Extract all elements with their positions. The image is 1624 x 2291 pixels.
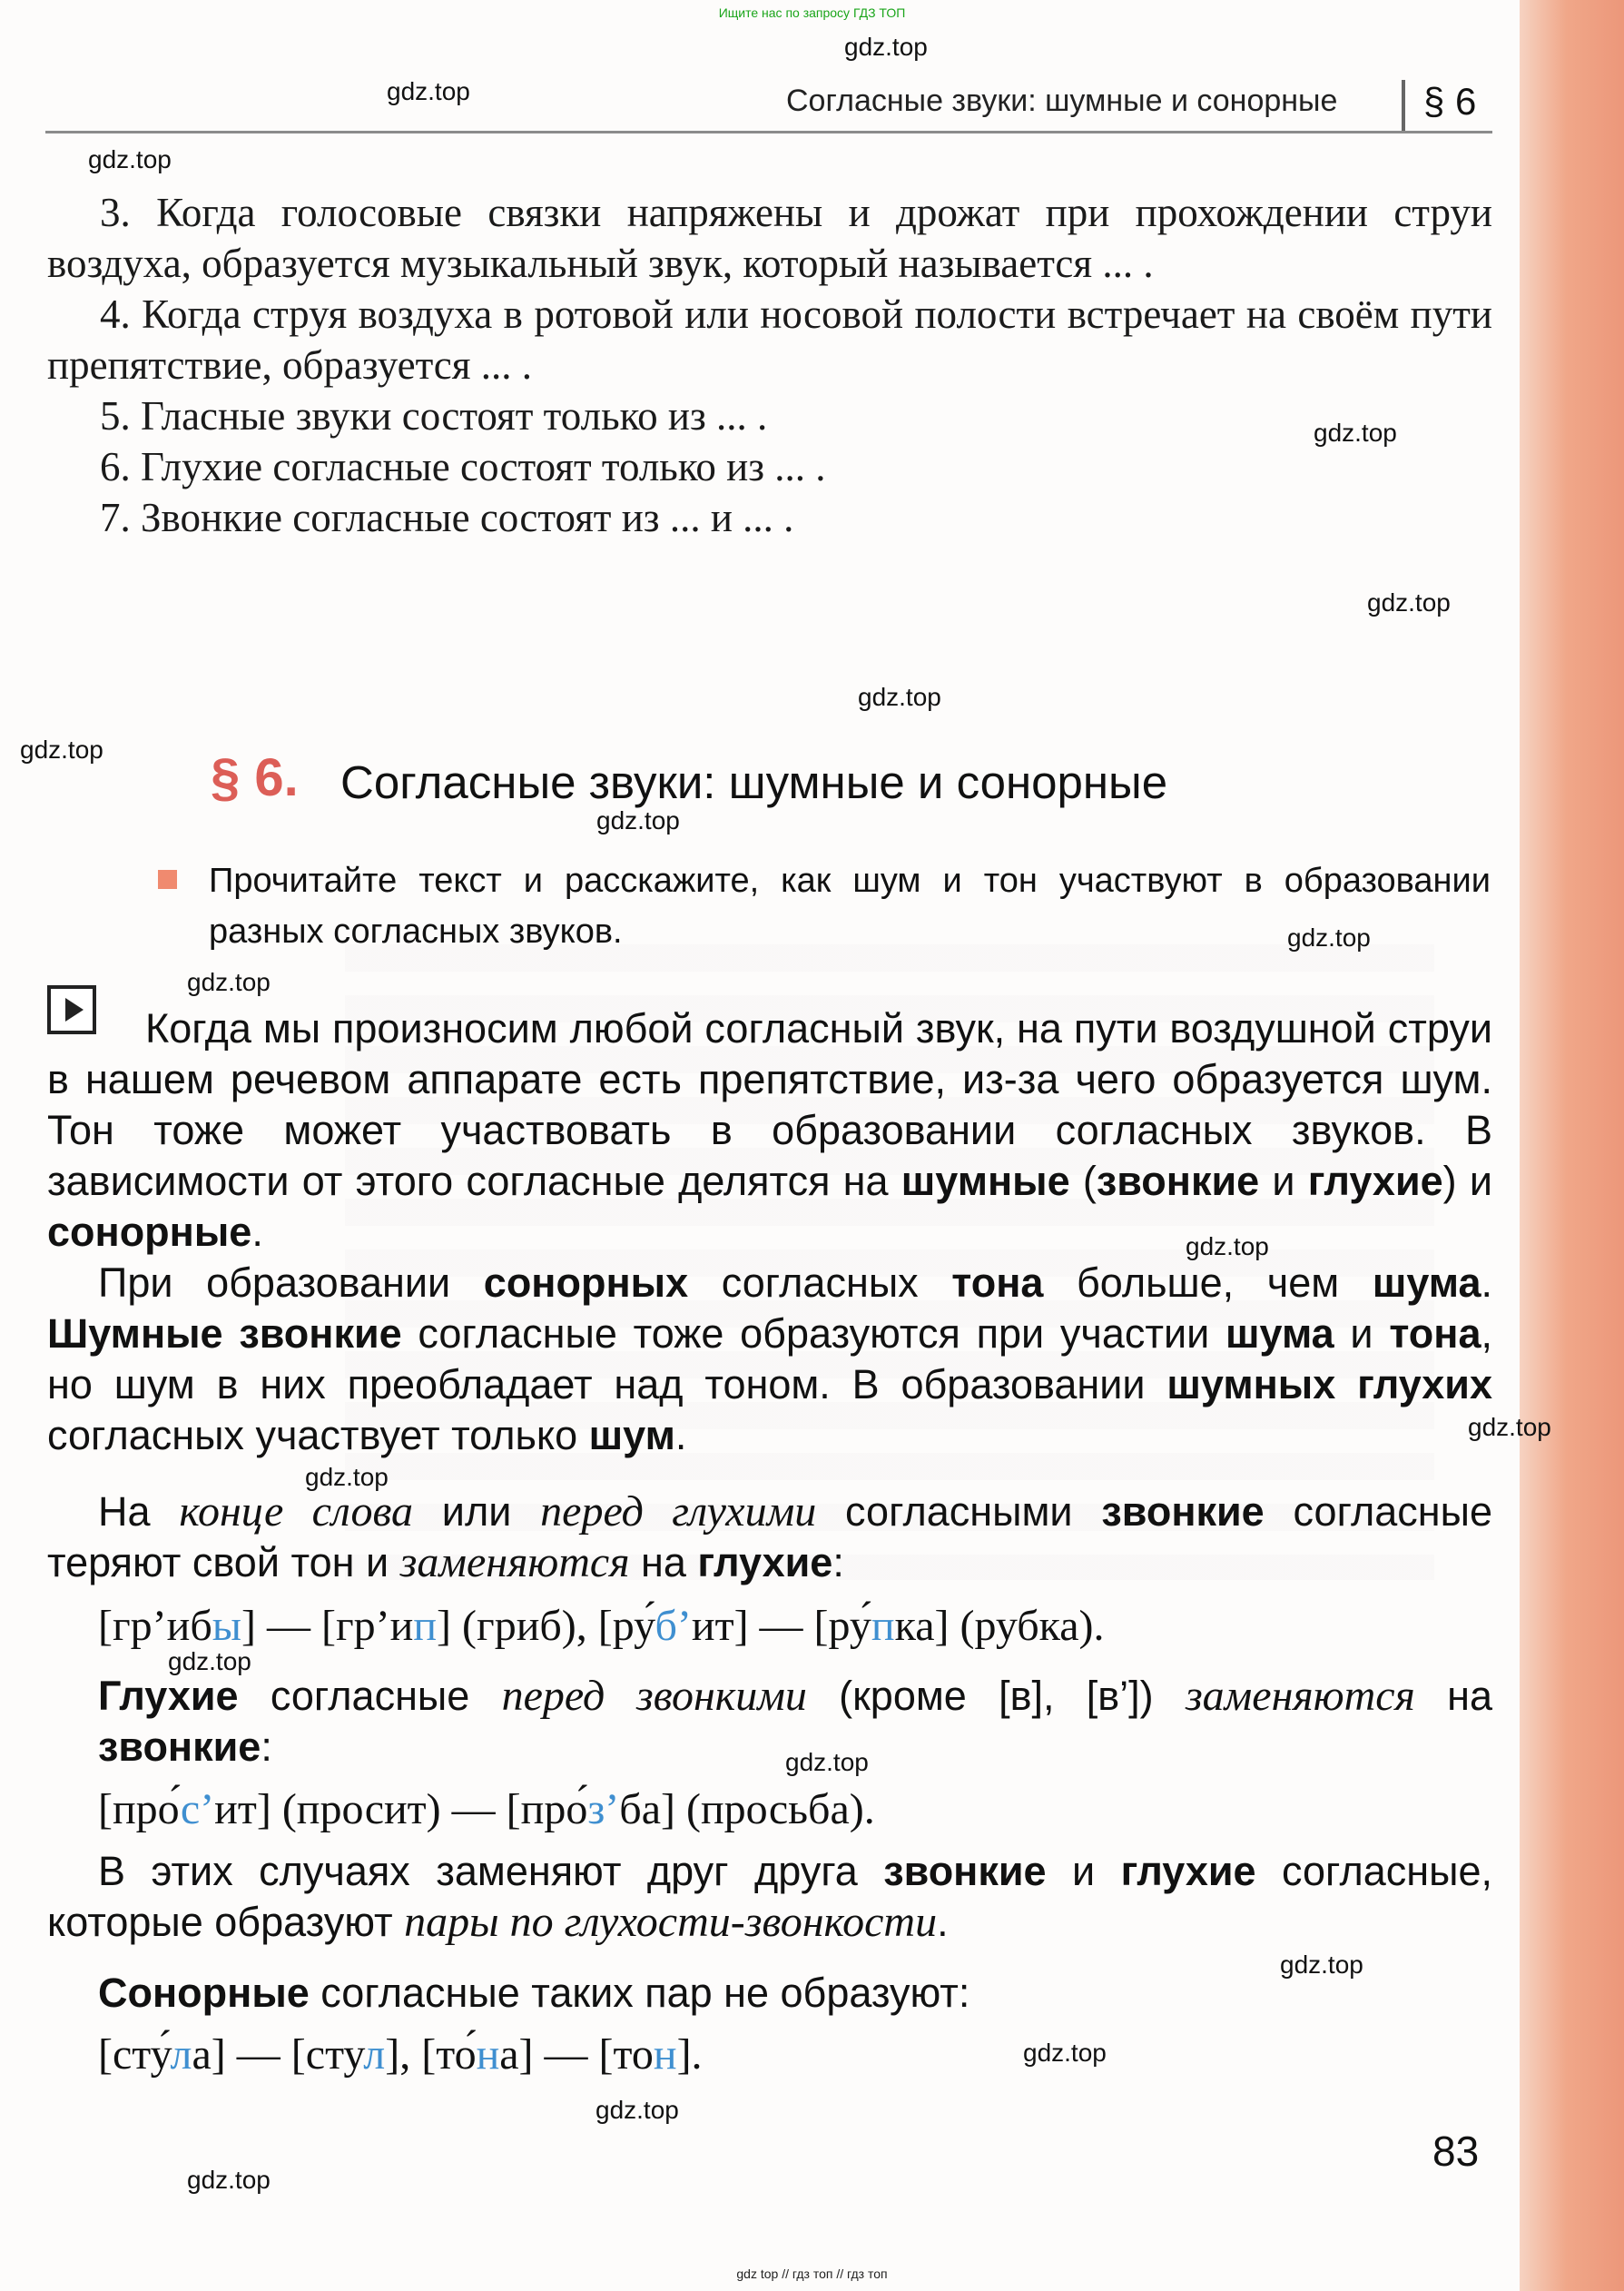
watermark: gdz.top <box>785 1748 869 1776</box>
text-run: : <box>832 1539 844 1585</box>
transcription: ка] (рубка). <box>894 1602 1105 1650</box>
term: Глухие <box>98 1673 239 1719</box>
term: шум <box>588 1412 675 1458</box>
term: звонкие <box>883 1848 1047 1894</box>
italic-term: перед глухими <box>540 1487 817 1536</box>
term: Сонорные <box>98 1970 310 2016</box>
term: звонкие <box>1101 1488 1265 1535</box>
example-3 <box>98 2029 703 2080</box>
text-run: (кроме [в], [в’]) <box>806 1673 1186 1719</box>
text-run: В этих случаях заменяют друг друга <box>98 1848 884 1894</box>
question-item: 3. Когда голосовые связки напряжены и дрожат при прохождении струи воздуха, образуется музыкальный звук, который называется ... . <box>47 190 1492 286</box>
watermark: gdz.top <box>858 683 941 711</box>
section-number: § 6. <box>211 748 299 807</box>
question-item: 4. Когда струя воздуха в ротовой или носовой полости встречает на своём пути препятствие, образуется ... . <box>47 291 1492 388</box>
watermark: gdz.top <box>20 736 103 764</box>
transcription: а] — [сту <box>192 2030 364 2079</box>
watermark: gdz.top <box>1186 1232 1269 1260</box>
paragraph-4 <box>47 1671 1492 1773</box>
text-run: и <box>1259 1158 1308 1204</box>
paragraph-2 <box>47 1258 1492 1461</box>
transcription: ] — [гр’и <box>241 1602 414 1650</box>
watermark: gdz.top <box>1468 1413 1551 1441</box>
term: звонкие <box>1096 1158 1260 1204</box>
text-run: согласные, которые образуют <box>47 1848 1492 1945</box>
running-head-separator <box>1402 80 1405 131</box>
transcription: [про́ <box>98 1785 181 1833</box>
text-run: ( <box>1069 1158 1097 1204</box>
transcription: ба] (просьба). <box>619 1785 875 1833</box>
watermark: gdz.top <box>1287 923 1371 952</box>
highlight: б’ <box>655 1602 692 1650</box>
watermark: gdz.top <box>387 77 470 105</box>
term: шумные <box>901 1158 1070 1204</box>
text-run: на <box>1414 1673 1493 1719</box>
paragraph-6 <box>47 1968 1492 2019</box>
text-run: . <box>937 1899 949 1945</box>
watermark: gdz.top <box>168 1647 251 1675</box>
text-run: согласные <box>238 1673 502 1719</box>
watermark: gdz.top <box>187 2166 271 2194</box>
watermark: gdz.top <box>596 806 680 834</box>
italic-term: конце слова <box>179 1487 413 1536</box>
running-head-title: Согласные звуки: шумные и сонорные <box>786 84 1338 118</box>
term: шума <box>1225 1310 1334 1357</box>
transcription: ] (гриб), [ру́ <box>437 1602 655 1650</box>
watermark: gdz.top <box>844 33 928 61</box>
transcription: ит] — [ру́ <box>691 1602 871 1650</box>
text-run: . <box>674 1412 687 1458</box>
text-run: На <box>98 1488 180 1535</box>
text-run: ) и <box>1442 1158 1492 1204</box>
paragraph-1 <box>47 1003 1492 1258</box>
text-run: согласные тоже образуются при участии <box>401 1310 1225 1357</box>
question-item: 5. Гласные звуки состоят только из ... . <box>100 393 768 439</box>
highlight: ы <box>212 1602 242 1650</box>
text-run: и <box>1334 1310 1390 1357</box>
italic-term: заменяются <box>1185 1672 1415 1720</box>
watermark: gdz.top <box>1023 2039 1107 2067</box>
term: глухие <box>697 1539 833 1585</box>
watermark: gdz.top <box>187 968 271 996</box>
watermark: gdz.top <box>595 2096 679 2124</box>
term: глухие <box>1307 1158 1443 1204</box>
question-item: 6. Глухие согласные состоят только из ... . <box>100 444 826 489</box>
watermark: gdz.top <box>1280 1950 1363 1979</box>
highlight: п <box>871 1602 895 1650</box>
transcription: [гр’иб <box>98 1602 212 1650</box>
paragraph-3 <box>47 1486 1492 1588</box>
task-text: Прочитайте текст и расскажите, как шум и тон участвуют в образовании разных согласных звуков. <box>209 862 1491 951</box>
transcription: [сту́ <box>98 2030 171 2079</box>
transcription: а] — [то <box>499 2030 654 2079</box>
italic-term: заменяются <box>399 1538 630 1586</box>
italic-term: перед звонкими <box>501 1672 807 1720</box>
transcription: ит] (просит) — [про́ <box>214 1785 588 1833</box>
highlight: с’ <box>180 1785 215 1833</box>
bottom-note: gdz top // гдз топ // гдз топ <box>736 2266 888 2281</box>
term: шума <box>1372 1259 1481 1306</box>
text-run: и <box>1046 1848 1121 1894</box>
text-run: . <box>1481 1259 1492 1306</box>
term: шумных глухих <box>1166 1361 1492 1407</box>
watermark: gdz.top <box>88 145 172 173</box>
example-1 <box>98 1601 1105 1652</box>
page-number: 83 <box>1432 2128 1480 2175</box>
term: Шумные звонкие <box>47 1310 402 1357</box>
term: сонорных <box>483 1259 689 1306</box>
term: тона <box>951 1259 1044 1306</box>
highlight: н <box>653 2030 677 2079</box>
text-run: : <box>261 1723 272 1770</box>
text-run: . <box>251 1209 263 1255</box>
text-run: согласные теряют свой тон и <box>47 1488 1493 1585</box>
term: сонорные <box>47 1209 252 1255</box>
question-list <box>47 187 1492 543</box>
term: звонкие <box>98 1723 261 1770</box>
watermark: gdz.top <box>305 1463 389 1491</box>
highlight: н <box>476 2030 500 2079</box>
header-rule <box>45 131 1492 133</box>
text-run: больше, чем <box>1043 1259 1373 1306</box>
watermark: gdz.top <box>1367 588 1451 617</box>
text-run: Когда мы произносим любой согласный звук, на пути воздушной струи в нашем речевом аппарате есть препятствие, из-за чего образуется шум. Тон тоже может участвовать в образовании согласных звуков. В зависимости от этого согласные делятся на <box>47 1005 1492 1204</box>
text-run: согласных участвует только <box>47 1412 589 1458</box>
term: тона <box>1389 1310 1481 1357</box>
example-2 <box>98 1784 875 1835</box>
highlight: л <box>170 2030 192 2079</box>
text-run: , но шум в них преобладает над тоном. В образовании <box>47 1310 1492 1407</box>
question-item: 7. Звонкие согласные состоят из ... и ... . <box>100 495 794 540</box>
text-run: на <box>629 1539 698 1585</box>
top-note: Ищите нас по запросу ГДЗ ТОП <box>718 5 906 20</box>
page-edge-tint <box>1520 0 1624 2291</box>
text-run: или <box>412 1488 541 1535</box>
paragraph-5 <box>47 1846 1492 1948</box>
transcription: ], [то́ <box>385 2030 477 2079</box>
term: глухие <box>1120 1848 1256 1894</box>
text-run: согласные таких пар не образуют: <box>309 1970 970 2016</box>
transcription: ]. <box>676 2030 703 2079</box>
watermark: gdz.top <box>1314 419 1397 447</box>
text-run: согласными <box>816 1488 1102 1535</box>
running-head-section: § 6 <box>1423 80 1477 123</box>
italic-term: пары по глухости-звонкости <box>404 1898 938 1946</box>
text-run: При образовании <box>98 1259 484 1306</box>
text-run: согласных <box>688 1259 952 1306</box>
highlight: л <box>363 2030 386 2079</box>
section-title: Согласные звуки: шумные и сонорные <box>340 756 1168 808</box>
highlight: п <box>413 1602 438 1650</box>
task-marker-icon <box>158 870 177 889</box>
highlight: з’ <box>587 1785 620 1833</box>
